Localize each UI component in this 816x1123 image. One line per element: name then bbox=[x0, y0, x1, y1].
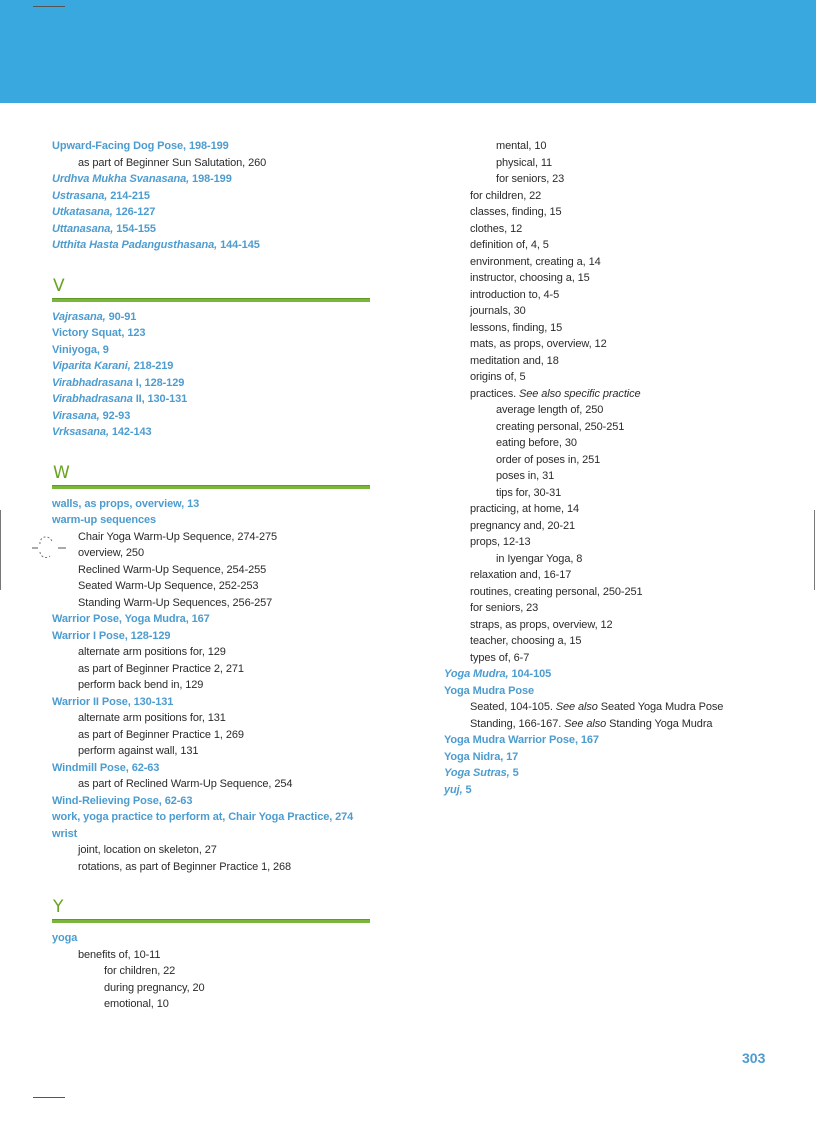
entry-text: creating personal, 250-251 bbox=[496, 420, 625, 433]
index-subentry bbox=[52, 842, 372, 859]
index-entry bbox=[444, 749, 774, 766]
header-color-band bbox=[0, 0, 816, 103]
index-subentry bbox=[444, 452, 774, 469]
index-subentry bbox=[444, 551, 774, 568]
entry-page-ref: 198-199 bbox=[189, 173, 232, 185]
entry-text: classes, finding, 15 bbox=[470, 206, 562, 218]
index-subentry bbox=[444, 353, 774, 370]
entry-text: Urdhva Mukha Svanasana, bbox=[52, 173, 190, 185]
entry-text: Utthita Hasta Padangusthasana, bbox=[52, 239, 218, 251]
index-subentry bbox=[444, 501, 774, 518]
index-subentry bbox=[444, 650, 774, 667]
index-subentry bbox=[444, 468, 774, 485]
index-subentry bbox=[444, 617, 774, 634]
entry-text: routines, creating personal, 250-251 bbox=[470, 585, 643, 598]
entry-text: work, yoga practice to perform at, Chair Yoga Practice, 274 bbox=[52, 811, 354, 823]
entry-text: mats, as props, overview, 12 bbox=[470, 338, 607, 350]
see-also-target: Seated Yoga Mudra Pose bbox=[597, 701, 724, 713]
entry-text: Virabhadrasana bbox=[52, 376, 133, 389]
entry-text: Viniyoga, 9 bbox=[52, 343, 109, 356]
index-entry bbox=[52, 760, 372, 777]
see-also-reference: See also bbox=[564, 717, 607, 730]
entry-page-ref: 126-127 bbox=[112, 206, 156, 218]
entry-text: eating before, 30 bbox=[496, 437, 577, 449]
index-subentry bbox=[444, 567, 774, 584]
index-subentry bbox=[52, 947, 372, 964]
entry-text: relaxation and, 16-17 bbox=[470, 569, 572, 581]
letter-heading bbox=[52, 276, 372, 302]
index-subentry bbox=[444, 369, 774, 386]
index-entry bbox=[52, 424, 372, 441]
letter-heading bbox=[52, 897, 372, 923]
entry-text: origins of, 5 bbox=[470, 371, 526, 383]
index-entry bbox=[444, 683, 774, 700]
index-subentry bbox=[52, 859, 372, 876]
index-subentry bbox=[444, 138, 774, 155]
entry-text: Reclined Warm-Up Sequence, 254-255 bbox=[78, 563, 267, 576]
letter-heading-text: V bbox=[53, 275, 65, 296]
index-subentry bbox=[52, 980, 372, 997]
index-subentry bbox=[444, 699, 774, 716]
entry-text: instructor, choosing a, 15 bbox=[470, 272, 590, 284]
index-subentry bbox=[444, 188, 774, 205]
see-also-target: Standing Yoga Mudra bbox=[606, 717, 713, 730]
index-subentry bbox=[444, 435, 774, 452]
letter-heading-rule bbox=[52, 298, 370, 302]
entry-text: teacher, choosing a, 15 bbox=[470, 635, 582, 647]
entry-text: for children, 22 bbox=[104, 965, 176, 977]
letter-heading-rule bbox=[52, 485, 370, 489]
index-entry bbox=[52, 237, 372, 254]
entry-text: Upward-Facing Dog Pose, 198-199 bbox=[52, 140, 229, 152]
entry-text: for children, 22 bbox=[470, 189, 542, 202]
entry-text: definition of, 4, 5 bbox=[470, 239, 549, 251]
entry-page-ref: 90-91 bbox=[105, 310, 137, 323]
index-entry bbox=[52, 342, 372, 359]
crop-mark-top bbox=[33, 6, 65, 7]
index-subentry bbox=[52, 776, 372, 793]
index-subentry bbox=[52, 155, 372, 172]
entry-text: average length of, 250 bbox=[496, 404, 604, 416]
index-entry bbox=[52, 325, 372, 342]
entry-text: benefits of, 10-11 bbox=[78, 948, 161, 961]
entry-text: Vrksasana, bbox=[52, 426, 109, 438]
entry-text: Vajrasana, bbox=[52, 310, 106, 323]
index-subentry bbox=[444, 633, 774, 650]
entry-text: wrist bbox=[52, 827, 78, 840]
index-subentry bbox=[52, 963, 372, 980]
index-subentry bbox=[444, 237, 774, 254]
entry-text: Viparita Karani, bbox=[52, 360, 131, 372]
entry-text: Yoga Mudra Pose bbox=[444, 684, 534, 697]
registration-tick-right bbox=[814, 510, 815, 590]
index-subentry bbox=[444, 584, 774, 601]
entry-text: as part of Reclined Warm-Up Sequence, 254 bbox=[78, 778, 293, 790]
index-subentry bbox=[52, 529, 372, 546]
entry-text: meditation and, 18 bbox=[470, 354, 559, 367]
entry-text: Utkatasana, bbox=[52, 206, 113, 218]
entry-text: poses in, 31 bbox=[496, 470, 555, 482]
entry-text: Standing, 166-167. bbox=[470, 717, 565, 730]
index-entry bbox=[52, 512, 372, 529]
entry-text: yuj, bbox=[444, 783, 463, 796]
letter-heading-text: Y bbox=[53, 897, 64, 917]
entry-page-ref: 104-105 bbox=[508, 668, 552, 680]
index-subentry bbox=[444, 386, 774, 403]
entry-text: Virabhadrasana bbox=[52, 393, 133, 405]
letter-heading-rule bbox=[52, 919, 370, 923]
entry-page-ref: 92-93 bbox=[99, 409, 131, 422]
index-subentry bbox=[444, 534, 774, 551]
entry-text: joint, location on skeleton, 27 bbox=[78, 844, 217, 856]
entry-text: tips for, 30-31 bbox=[496, 486, 562, 499]
entry-text: pregnancy and, 20-21 bbox=[470, 519, 576, 532]
index-entry bbox=[52, 138, 372, 155]
entry-text: Seated Warm-Up Sequence, 252-253 bbox=[78, 580, 259, 592]
page-number: 303 bbox=[742, 1050, 766, 1066]
entry-text: Chair Yoga Warm-Up Sequence, 274-275 bbox=[78, 530, 278, 543]
entry-text: yoga bbox=[52, 932, 78, 944]
index-entry bbox=[52, 694, 372, 711]
entry-text: walls, as props, overview, 13 bbox=[52, 497, 200, 510]
index-entry bbox=[444, 782, 774, 799]
entry-text: physical, 11 bbox=[496, 156, 553, 169]
entry-text: lessons, finding, 15 bbox=[470, 321, 563, 334]
index-entry bbox=[52, 391, 372, 408]
letter-heading bbox=[52, 463, 372, 489]
index-entry bbox=[52, 358, 372, 375]
index-subentry bbox=[444, 600, 774, 617]
entry-text: introduction to, 4-5 bbox=[470, 288, 560, 301]
entry-text: Yoga Mudra Warrior Pose, 167 bbox=[444, 734, 599, 746]
index-entry bbox=[52, 188, 372, 205]
index-entry bbox=[52, 809, 372, 826]
index-subentry bbox=[52, 545, 372, 562]
index-entry bbox=[52, 221, 372, 238]
index-subentry bbox=[444, 287, 774, 304]
entry-text: Ustrasana, bbox=[52, 189, 108, 202]
index-subentry bbox=[52, 578, 372, 595]
entry-text: rotations, as part of Beginner Practice 1, 268 bbox=[78, 860, 292, 873]
index-subentry bbox=[52, 677, 372, 694]
entry-text: Seated, 104-105. bbox=[470, 701, 556, 713]
entry-text: in Iyengar Yoga, 8 bbox=[496, 552, 583, 565]
entry-text: overview, 250 bbox=[78, 547, 144, 559]
index-entry bbox=[52, 408, 372, 425]
index-entry bbox=[444, 765, 774, 782]
entry-text: during pregnancy, 20 bbox=[104, 981, 205, 994]
entry-text: types of, 6-7 bbox=[470, 651, 530, 664]
entry-text: warm-up sequences bbox=[52, 514, 157, 526]
index-subentry bbox=[52, 996, 372, 1013]
entry-text: Yoga Nidra, 17 bbox=[444, 750, 519, 763]
entry-text: environment, creating a, 14 bbox=[470, 255, 601, 268]
entry-text: as part of Beginner Practice 1, 269 bbox=[78, 728, 244, 741]
entry-text: props, 12-13 bbox=[470, 536, 531, 548]
entry-page-ref: 5 bbox=[509, 767, 519, 779]
entry-text: mental, 10 bbox=[496, 140, 547, 152]
index-entry bbox=[52, 930, 372, 947]
entry-page-ref: I, 128-129 bbox=[132, 376, 185, 389]
index-subentry bbox=[444, 320, 774, 337]
index-subentry bbox=[444, 303, 774, 320]
entry-text: perform back bend in, 129 bbox=[78, 679, 204, 691]
entry-text: practicing, at home, 14 bbox=[470, 503, 579, 515]
entry-page-ref: 154-155 bbox=[113, 222, 156, 235]
entry-text: for seniors, 23 bbox=[470, 602, 539, 614]
entry-text: Yoga Mudra, bbox=[444, 668, 509, 680]
entry-text: clothes, 12 bbox=[470, 222, 523, 235]
entry-text: for seniors, 23 bbox=[496, 173, 565, 185]
index-entry bbox=[52, 826, 372, 843]
entry-text: practices. bbox=[470, 387, 520, 400]
entry-text: alternate arm positions for, 129 bbox=[78, 646, 226, 658]
index-entry bbox=[52, 628, 372, 645]
index-subentry bbox=[52, 710, 372, 727]
entry-text: emotional, 10 bbox=[104, 998, 169, 1010]
index-subentry bbox=[444, 336, 774, 353]
entry-page-ref: II, 130-131 bbox=[132, 393, 188, 405]
index-entry bbox=[52, 309, 372, 326]
index-subentry bbox=[444, 221, 774, 238]
entry-page-ref: 144-145 bbox=[217, 239, 260, 251]
index-subentry bbox=[444, 402, 774, 419]
entry-text: Victory Squat, 123 bbox=[52, 327, 146, 339]
index-subentry bbox=[52, 661, 372, 678]
entry-page-ref: 142-143 bbox=[108, 426, 152, 438]
entry-text: Wind-Relieving Pose, 62-63 bbox=[52, 794, 193, 807]
entry-text: Warrior I Pose, 128-129 bbox=[52, 629, 171, 642]
index-subentry bbox=[444, 155, 774, 172]
index-entry bbox=[52, 375, 372, 392]
index-subentry bbox=[444, 270, 774, 287]
entry-text: journals, 30 bbox=[470, 305, 526, 317]
entry-page-ref: 218-219 bbox=[130, 360, 174, 372]
index-column-right bbox=[444, 138, 774, 798]
see-also-reference: See also bbox=[555, 701, 598, 713]
index-entry bbox=[52, 611, 372, 628]
entry-text: Uttanasana, bbox=[52, 222, 114, 235]
entry-text: perform against wall, 131 bbox=[78, 745, 199, 757]
index-subentry bbox=[444, 716, 774, 733]
index-entry bbox=[52, 171, 372, 188]
see-also-reference: See also specific practice bbox=[519, 387, 641, 400]
crop-mark-bottom bbox=[33, 1097, 65, 1098]
entry-text: Warrior II Pose, 130-131 bbox=[52, 695, 174, 708]
index-subentry bbox=[52, 743, 372, 760]
letter-heading-text: W bbox=[53, 462, 70, 483]
index-subentry bbox=[444, 518, 774, 535]
index-entry bbox=[52, 204, 372, 221]
index-entry bbox=[444, 666, 774, 683]
index-subentry bbox=[444, 204, 774, 221]
index-subentry bbox=[52, 595, 372, 612]
entry-text: Windmill Pose, 62-63 bbox=[52, 761, 160, 774]
index-entry bbox=[52, 496, 372, 513]
index-subentry bbox=[52, 644, 372, 661]
index-subentry bbox=[444, 171, 774, 188]
entry-text: Yoga Sutras, bbox=[444, 767, 510, 779]
index-subentry bbox=[52, 727, 372, 744]
entry-text: Warrior Pose, Yoga Mudra, 167 bbox=[52, 613, 210, 625]
index-subentry bbox=[444, 485, 774, 502]
index-column-left bbox=[52, 138, 372, 1013]
entry-text: Standing Warm-Up Sequences, 256-257 bbox=[78, 596, 273, 609]
entry-text: as part of Beginner Practice 2, 271 bbox=[78, 662, 244, 675]
entry-page-ref: 214-215 bbox=[107, 189, 150, 202]
index-entry bbox=[52, 793, 372, 810]
registration-tick-left bbox=[0, 510, 1, 590]
entry-text: order of poses in, 251 bbox=[496, 453, 601, 466]
entry-text: as part of Beginner Sun Salutation, 260 bbox=[78, 156, 267, 169]
index-subentry bbox=[444, 254, 774, 271]
index-subentry bbox=[52, 562, 372, 579]
entry-text: alternate arm positions for, 131 bbox=[78, 712, 226, 724]
index-entry bbox=[444, 732, 774, 749]
entry-text: Virasana, bbox=[52, 409, 100, 422]
entry-page-ref: 5 bbox=[462, 783, 472, 796]
entry-text: straps, as props, overview, 12 bbox=[470, 618, 613, 631]
index-subentry bbox=[444, 419, 774, 436]
